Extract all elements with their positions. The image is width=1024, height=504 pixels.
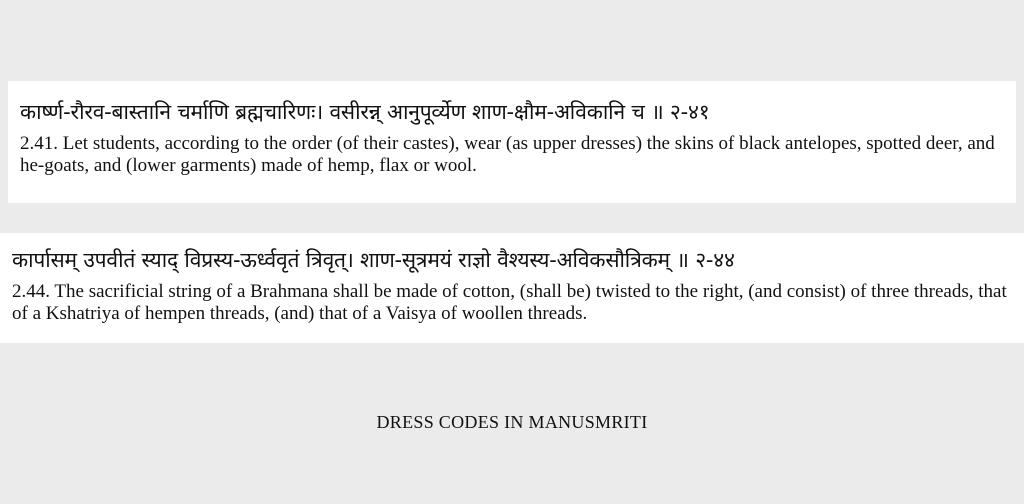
english-translation-text: 2.41. Let students, according to the order (of their castes), wear (as upper dresses) the skins of black antelopes, spotted deer, and he-goats, and (lower garments) made of hemp, flax or wool. bbox=[20, 133, 995, 176]
sanskrit-verse-text: कार्पासम् उपवीतं स्याद् विप्रस्य-ऊर्ध्ववृतं त्रिवृत्। शाण-सूत्रमयं राज्ञो वैश्यस्य-अविकसौत्रिकम् ॥ २-४४ bbox=[12, 248, 735, 272]
sanskrit-verse-text: कार्ष्ण-रौरव-बास्तानि चर्माणि ब्रह्मचारिणः। वसीरन्न् आनुपूर्व्येण शाण-क्षौम-अविकानि च ॥ २-४१ bbox=[20, 100, 710, 124]
verse-card-2-44 bbox=[0, 233, 1024, 343]
verse-card-2-41 bbox=[8, 81, 1016, 203]
english-translation-text: 2.44. The sacrificial string of a Brahmana shall be made of cotton, (shall be) twisted to the right, (and consist) of three threads, that of a Kshatriya of hempen threads, (and) that of a Vaisya of woollen threads. bbox=[12, 281, 1007, 324]
image-caption: DRESS CODES IN MANUSMRITI bbox=[376, 412, 648, 432]
